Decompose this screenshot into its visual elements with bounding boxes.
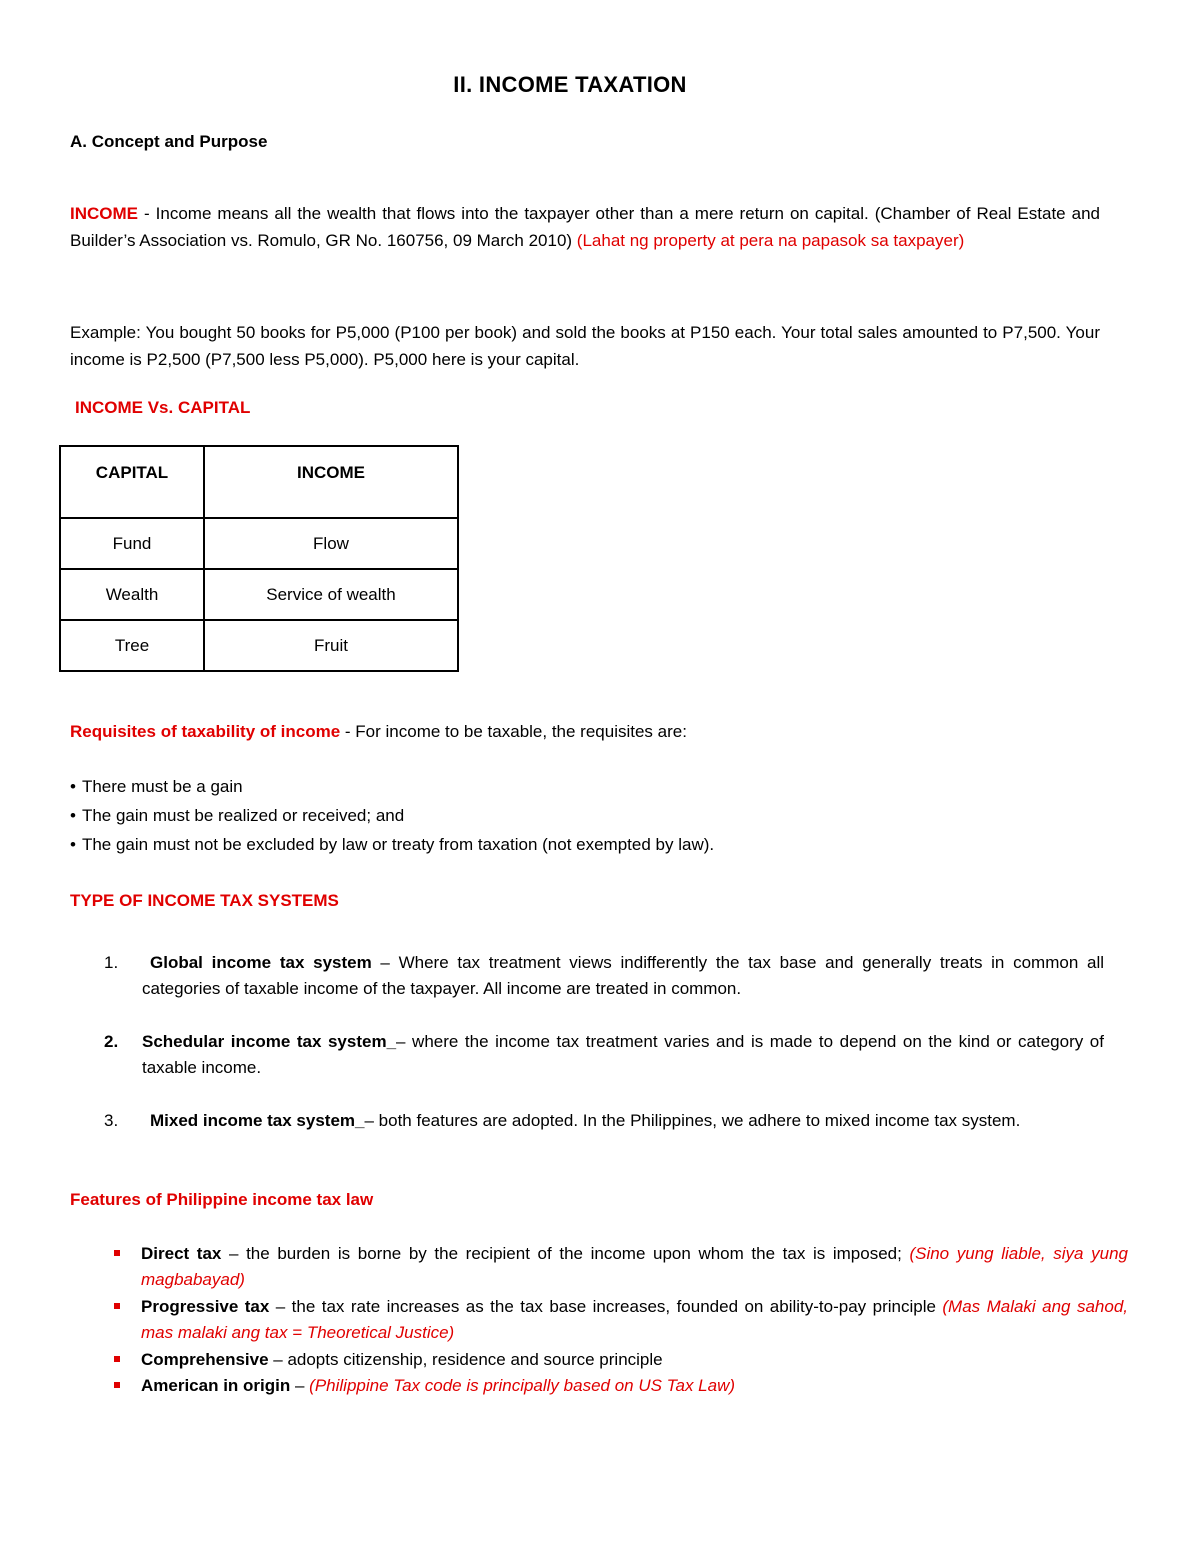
item-description: – Where tax treatment views indifferently the tax base and generally treats in common all categories of taxable income of the taxpayer. All income are treated in common. — [142, 953, 1104, 998]
income-definition-text: - Income means all the wealth that flows into the taxpayer other than a mere return on capital. (Chamber of Real Estate and Builder’s Association vs. Romulo, GR No. 160756, 09 March 2010) — [70, 204, 1100, 250]
income-vs-capital-table — [59, 445, 459, 672]
feature-item — [114, 1373, 1128, 1399]
item-text — [142, 1108, 1104, 1134]
item-term: Progressive tax — [141, 1297, 270, 1316]
table-cell: Service of wealth — [204, 569, 458, 620]
income-term: INCOME — [70, 204, 138, 223]
item-term: Global income tax system — [150, 953, 372, 972]
tax-system-item — [104, 1108, 1104, 1134]
square-bullet-icon — [114, 1382, 120, 1388]
item-description: – the burden is borne by the recipient of the income upon whom the tax is imposed; — [221, 1244, 910, 1263]
item-text — [141, 1347, 1128, 1373]
table-header-row — [60, 446, 458, 518]
item-description: – the tax rate increases as the tax base increases, founded on ability-to-pay principle — [269, 1297, 943, 1316]
item-description: – both features are adopted. In the Philippines, we adhere to mixed income tax system. — [364, 1111, 1021, 1130]
item-term: Mixed income tax system_ — [150, 1111, 365, 1130]
table-row — [60, 518, 458, 569]
table-header-cell: CAPITAL — [60, 446, 204, 518]
item-term: American in origin — [141, 1376, 291, 1395]
item-number: 3. — [104, 1111, 119, 1130]
item-number: 1. — [104, 953, 119, 972]
requisites-intro: - For income to be taxable, the requisites are: — [340, 722, 687, 741]
item-term: Comprehensive — [141, 1350, 269, 1369]
section-heading-concept: A. Concept and Purpose — [70, 132, 268, 151]
square-bullet-icon — [114, 1356, 120, 1362]
item-note: (Mas Malaki ang sahod, mas malaki ang tax = Theoretical Justice) — [141, 1297, 1128, 1342]
page-title: II. INCOME TAXATION — [453, 72, 687, 97]
table-header-cell: INCOME — [204, 446, 458, 518]
tax-systems-heading: TYPE OF INCOME TAX SYSTEMS — [70, 891, 339, 910]
list-item: • The gain must not be excluded by law or treaty from taxation (not exempted by law). — [70, 830, 714, 859]
income-vs-capital-heading: INCOME Vs. CAPITAL — [75, 398, 251, 417]
table-row — [60, 569, 458, 620]
feature-item — [114, 1347, 1128, 1373]
item-term: Direct tax — [141, 1244, 222, 1263]
list-item: • There must be a gain — [70, 772, 714, 801]
item-description: – adopts citizenship, residence and source principle — [268, 1350, 663, 1369]
item-number: 2. — [104, 1032, 119, 1051]
item-text — [141, 1373, 1128, 1399]
requisites-list — [70, 772, 714, 859]
square-bullet-icon — [114, 1250, 120, 1256]
table-cell: Wealth — [60, 569, 204, 620]
list-item: • The gain must be realized or received; and — [70, 801, 714, 830]
tax-system-item — [104, 950, 1104, 1002]
item-description: – — [290, 1376, 310, 1395]
item-description: – where the income tax treatment varies and is made to depend on the kind or category of taxable income. — [142, 1032, 1104, 1077]
item-term: Schedular income tax system_ — [142, 1032, 397, 1051]
item-note: (Sino yung liable, siya yung magbabayad) — [141, 1244, 1128, 1289]
square-bullet-icon — [114, 1303, 120, 1309]
table-cell: Flow — [204, 518, 458, 569]
requisites-paragraph — [70, 722, 687, 742]
table-row — [60, 620, 458, 671]
item-text — [142, 950, 1104, 1002]
item-note: (Philippine Tax code is principally based on US Tax Law) — [309, 1376, 736, 1395]
income-definition-paragraph — [70, 200, 1100, 254]
table-cell: Fruit — [204, 620, 458, 671]
features-heading: Features of Philippine income tax law — [70, 1190, 374, 1209]
requisites-heading: Requisites of taxability of income — [70, 722, 341, 741]
item-text — [142, 1029, 1104, 1081]
tax-system-item — [104, 1029, 1104, 1081]
item-text — [141, 1241, 1128, 1293]
feature-item — [114, 1294, 1128, 1346]
example-paragraph: Example: You bought 50 books for P5,000 (P100 per book) and sold the books at P150 each. Your total sales amounted to P7,500. Your income is P2,500 (P7,500 less P5,000). P5,000 here is your capital. — [70, 323, 1100, 369]
table-cell: Tree — [60, 620, 204, 671]
income-definition-note: (Lahat ng property at pera na papasok sa taxpayer) — [576, 231, 965, 250]
table-cell: Fund — [60, 518, 204, 569]
item-text — [141, 1294, 1128, 1346]
feature-item — [114, 1241, 1128, 1293]
